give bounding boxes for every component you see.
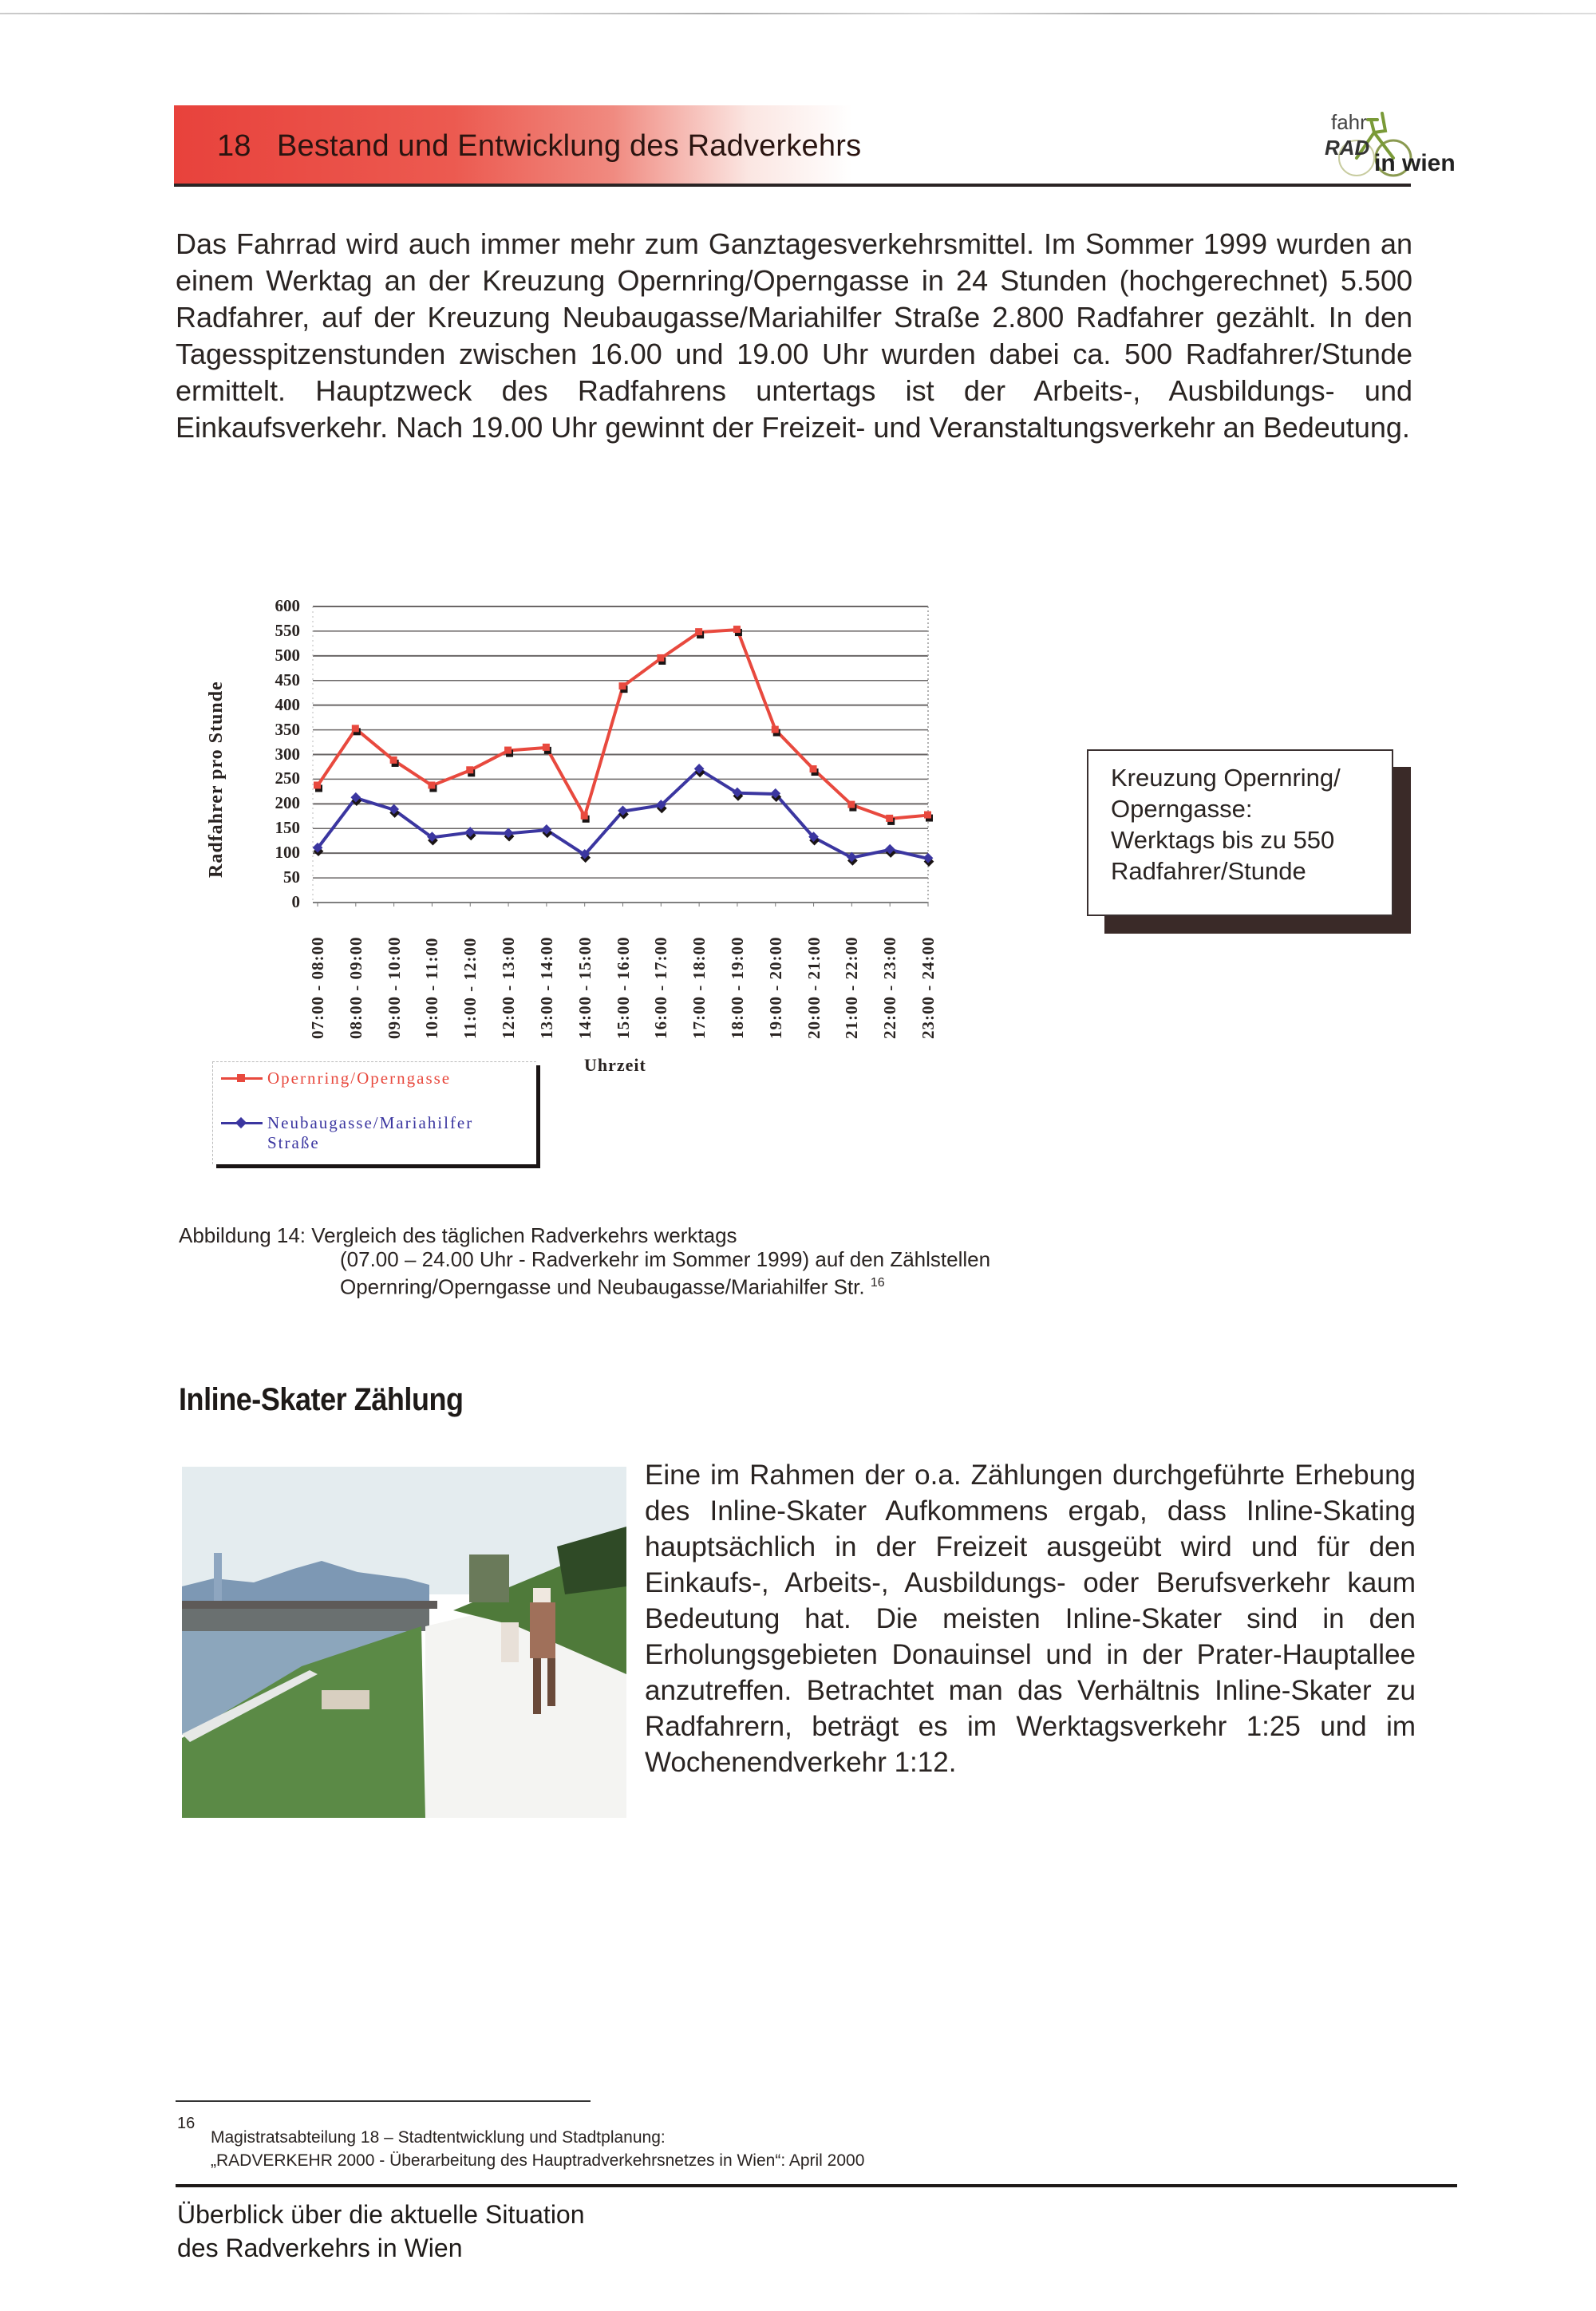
chart-callout-box [1087,749,1393,916]
x-tick-label: 22:00 - 23:00 [880,936,900,1039]
data-point-marker [847,801,855,808]
legend-label [267,1113,473,1153]
footnote-line: „RADVERKEHR 2000 - Überarbeitung des Hauptradverkehrsnetzes in Wien“: April 2000 [211,2151,865,2170]
callout-line: Kreuzung Opernring/ [1111,764,1341,792]
data-point-marker [733,626,741,633]
y-tick-label: 150 [275,818,300,838]
logo-text-in-wien: in wien [1374,150,1456,176]
x-tick-label: 21:00 - 22:00 [842,936,862,1039]
y-tick-label: 250 [275,768,300,788]
y-tick-label: 50 [283,867,300,887]
caption-label: Abbildung 14: [179,1223,306,1247]
x-tick-label: 15:00 - 16:00 [613,936,633,1039]
x-tick-label: 12:00 - 13:00 [499,936,519,1039]
data-point-marker [810,765,817,772]
y-tick-label: 100 [275,843,300,863]
x-tick-label: 10:00 - 11:00 [422,937,442,1039]
legend-line-red [221,1077,263,1080]
caption-line-text: Opernring/Operngasse und Neubaugasse/Mariahilfer Str. [340,1274,865,1299]
data-point-marker [314,781,321,788]
callout-line: Operngasse: [1111,795,1253,823]
data-point-marker [581,812,588,820]
x-tick-label: 11:00 - 12:00 [460,937,480,1039]
legend-line-blue [221,1122,263,1124]
footer-line: des Radverkehrs in Wien [177,2234,463,2262]
caption-line: Vergleich des täglichen Radverkehrs werktags [311,1223,737,1247]
y-tick-label: 450 [275,670,300,689]
footnote-text [211,2126,864,2172]
legend-label-line1: Neubaugasse/Mariahilfer [267,1113,474,1132]
legend-label-line2: Straße [267,1133,320,1152]
x-tick-label: 20:00 - 21:00 [804,936,824,1039]
legend-item-neubaugasse [221,1113,473,1153]
chapter-title: Bestand und Entwicklung des Radverkehrs [276,129,862,163]
footnote-line: Magistratsabteilung 18 – Stadtentwicklung und Stadtplanung: [211,2128,666,2147]
diamond-marker-icon [235,1117,247,1128]
page-footer [177,2198,585,2265]
x-tick-label: 19:00 - 20:00 [765,936,785,1039]
x-tick-label: 07:00 - 08:00 [308,936,327,1039]
footnote-reference[interactable]: 16 [870,1276,885,1290]
footnote-rule [176,2100,591,2102]
data-point-marker [772,726,779,733]
x-tick-label: 17:00 - 18:00 [689,936,709,1039]
footer-line: Überblick über die aktuelle Situation [177,2200,585,2229]
x-tick-label: 09:00 - 10:00 [384,936,404,1039]
legend-label: Opernring/Operngasse [267,1069,452,1088]
chart-legend [212,1061,536,1164]
data-point-marker [695,628,702,635]
data-point-marker [924,812,931,819]
caption-line [179,1271,990,1299]
data-point-marker [466,766,473,773]
page-number: 18 [217,129,251,163]
footer-rule [176,2184,1457,2187]
caption-line: (07.00 – 24.00 Uhr - Radverkehr im Sommer 1999) auf den Zählstellen [340,1247,991,1271]
section-heading: Inline-Skater Zählung [179,1382,464,1417]
figure-caption [179,1223,990,1299]
y-tick-label: 350 [275,719,300,739]
x-tick-label: 16:00 - 17:00 [651,936,671,1039]
callout-text [1111,762,1341,887]
x-tick-label: 23:00 - 24:00 [918,936,938,1039]
y-tick-label: 0 [291,892,300,911]
x-tick-label: 18:00 - 19:00 [727,936,747,1039]
y-tick-label: 300 [275,744,300,764]
data-point-marker [352,725,359,732]
footnote-number: 16 [177,2115,196,2132]
data-point-marker [504,747,512,754]
y-tick-label: 500 [275,645,300,665]
callout-line: Werktags bis zu 550 [1111,826,1335,854]
y-tick-label: 550 [275,620,300,640]
inline-skater-paragraph: Eine im Rahmen der o.a. Zählungen durchgeführte Erhebung des Inline-Skater Aufkommens ergab, dass Inline-Skating hauptsächlich in der Freizeit ausgeübt wird und für den Einkaufs-, Arbeits-, Ausbildungs- oder Berufsverkehr kaum Bedeutung hat. Die meisten Inline-Skater sind in den Erholungsgebieten Donauinsel und in der Prater-Hauptallee anzutreffen. Betrachtet man das Verhältnis Inline-Skater zu Radfahrern, beträgt es im Werktagsverkehr 1:25 und im Wochenendverkehr 1:12. [645,1460,1416,1778]
data-point-marker [657,654,664,662]
x-tick-label: 08:00 - 09:00 [346,936,365,1039]
callout-line: Radfahrer/Stunde [1111,857,1306,885]
x-tick-label: 14:00 - 15:00 [575,936,595,1039]
data-point-marker [543,744,550,751]
x-tick-label: 13:00 - 14:00 [536,936,556,1039]
data-point-marker [390,757,397,764]
data-point-marker [886,815,893,822]
data-point-marker [619,682,626,689]
square-marker-icon [237,1074,245,1082]
line-chart [0,0,1596,1117]
y-tick-label: 600 [275,596,300,615]
legend-item-opernring [221,1069,451,1088]
logo-text-fahr: fahr [1331,110,1367,134]
y-axis-title: Radfahrer pro Stunde [206,681,227,878]
logo-text-rad: RAD [1325,136,1370,160]
inline-skater-photo [182,1467,626,1818]
y-tick-label: 200 [275,793,300,813]
x-axis-title: Uhrzeit [584,1055,646,1075]
data-point-marker [428,781,435,788]
y-tick-label: 400 [275,694,300,714]
intro-paragraph-text: Das Fahrrad wird auch immer mehr zum Ganztagesverkehrsmittel. Im Sommer 1999 wurden an einem Werktag an der Kreuzung Opernring/Operngasse in 24 Stunden (hochgerechnet) 5.500 Radfahrer, auf der Kreuzung Neubaugasse/Mariahilfer Straße 2.800 Radfahrer gezählt. In den Tagesspitzenstunden zwischen 16.00 und 19.00 Uhr wurden dabei ca. 500 Radfahrer/Stunde ermittelt. Hauptzweck des Radfahrens untertags ist der Arbeits-, Ausbildungs- und Einkaufsverkehr. Nach 19.00 Uhr gewinnt der Freizeit- und Veranstaltungsverkehr an Bedeutung. [176,227,1412,444]
series-line-0 [318,630,928,819]
